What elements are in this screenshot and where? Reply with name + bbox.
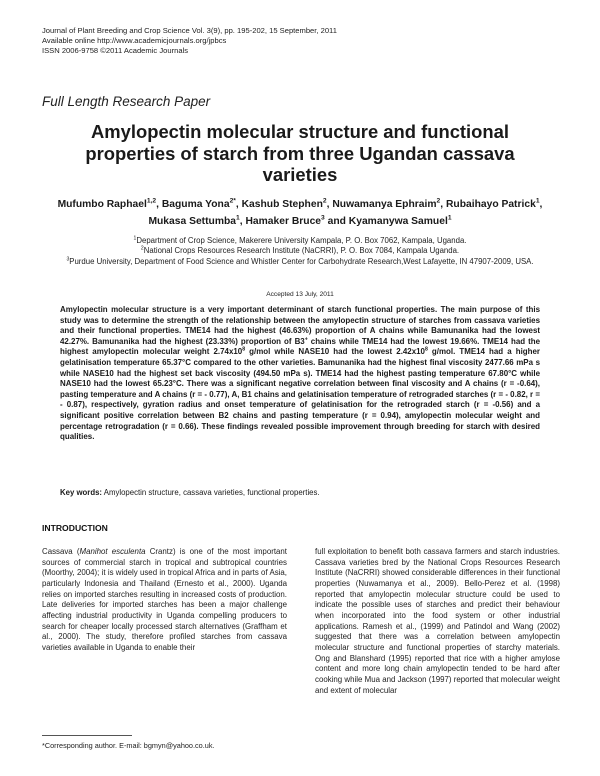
body-column-right bbox=[315, 547, 560, 696]
affiliation-line: $^1$Department of Crop Science, Makerere University Kampala, P. O. Box 7062, Kampala, Uganda. bbox=[133, 235, 467, 245]
section-heading-introduction: INTRODUCTION bbox=[42, 523, 108, 533]
affiliation-line: $^3$Purdue University, Department of Food Science and Whistler Center for Carbohydrate Research,West Lafayette, IN 47907-2009, USA. bbox=[66, 256, 534, 266]
author-affiliation-marker: 1 bbox=[447, 214, 452, 222]
paragraph: full exploitation to benefit both cassava farmers and starch industries. Cassava varieties bred by the National Crops Resources Research Institute (NaCRRI) showed considerable differences in their functional properties (Nuwamanya et al., 2009). Bello-Perez et al. (1998) reported that amylopectin molecular structure could be used to indicate the possible uses of starches and predict their behaviour when incorporated into the food system or other industrial applications. Ramesh et al., (1999) and Patindol and Wang (2002) suggested that there was a correlation between amylopectin molecular structure and functional properties of starchy materials. Ong and Blanshard (1995) reported that rice with a higher amylose content and more long chain amylopectin tended to be hard after cooking while Mua and Jackson (1997) reported that molecular weight and extent of molecular bbox=[315, 547, 560, 695]
author-name: Kashub Stephen bbox=[241, 199, 323, 210]
author-affiliation-marker: 1 bbox=[236, 214, 240, 222]
author-affiliation-marker: 2 bbox=[436, 197, 441, 205]
author-affiliation-marker: 2* bbox=[229, 197, 236, 205]
body-column-left bbox=[42, 547, 287, 654]
affiliation-line: $^2$National Crops Resources Research Institute (NaCRRI), P. O. Box 7084, Kampala Uganda. bbox=[140, 245, 460, 256]
author-name: Mukasa Settumba bbox=[148, 216, 236, 227]
author-name: Nuwamanya Ephraim bbox=[332, 199, 437, 210]
author-list: Mufumbo Raphael$^{1,2}$, Baguma Yona$^{2*}$, Kashub Stephen$^2$, Nuwamanya Ephraim$^2$, Rubaihayo Patrick$^1$, Mukasa Settumba$^1$, Hamaker Bruce$^3$ and Kyamanywa Samuel$^1$ bbox=[57, 197, 543, 227]
keywords-label: Key words: bbox=[60, 488, 103, 497]
footnote-divider bbox=[42, 735, 132, 736]
author-affiliation-marker: 1,2 bbox=[146, 197, 157, 205]
corresponding-author-footnote: *Corresponding author. E-mail: bgmyn@yahoo.co.uk. bbox=[42, 741, 215, 750]
keywords-text: Amylopectin structure, cassava varieties, functional properties. bbox=[102, 488, 320, 497]
author-name: Hamaker Bruce bbox=[245, 216, 322, 227]
abstract: Amylopectin molecular structure is a very important determinant of starch functional properties. The main purpose of this study was to determine the strength of the relationship between the amylopectin structure of starches from cassava varieties and their functional properties. TME14 had the highest (46.63%) proportion of A chains while Bamunanika had the lowest 42.27%. Bamunanika had the highest (23.33%) proportion of B3+ chains while TME14 had the lowest 19.66%. TME14 had the highest amylopectin molecular weight $2.74x10^8$ g/mol while NASE10 had the lowest $2.42x10^8$ g/mol. TME14 had a higher gelatinisation temperature 65.37°C compared to the other varieties. Bamunanika had the highest final viscosity 2477.66 mPa s while NASE10 had the highest set back viscosity (494.50 mPa s). TME14 had the highest pasting temperature 67.80°C while NASE10 had the lowest 65.23°C. There was a significant negative correlation between final viscosity and A chains (r = -0.64), pasting temperature and A chains (r = - 0.77), A, B1 chains and gelatinisation temperature of retrograded starches (r = - 0.82, r = - 0.87), respectively, gyration radius and onset temperature of gelatinisation for the retrograded starch (r = -0.56) and a significant positive correlation between B2 chains and pasting temperature (r = 0.94), amylopectin molecular weight and percentage retrogradation (r = 0.66). These findings revealed possible improvement through breeding for starch with desired qualities. bbox=[60, 305, 541, 442]
journal-citation: Journal of Plant Breeding and Crop Science Vol. 3(9), pp. 195-202, 15 September, 2011 bbox=[42, 26, 337, 35]
author-name: Baguma Yona bbox=[161, 199, 230, 210]
accepted-date: Accepted 13 July, 2011 bbox=[266, 291, 334, 298]
author-affiliation-marker: 2 bbox=[322, 197, 327, 205]
author-affiliation-marker: 3 bbox=[321, 214, 325, 222]
author-name: Mufumbo Raphael bbox=[57, 199, 147, 210]
affiliations bbox=[60, 236, 540, 267]
journal-header bbox=[42, 26, 337, 56]
keywords bbox=[60, 488, 540, 498]
journal-issn: ISSN 2006-9758 ©2011 Academic Journals bbox=[42, 46, 189, 55]
paper-type: Full Length Research Paper bbox=[42, 94, 211, 109]
author-affiliation-marker: 1 bbox=[535, 197, 540, 205]
journal-url: Available online http://www.academicjournals.org/jpbcs bbox=[42, 36, 227, 45]
paragraph: Cassava (Manihot esculenta Crantz) is one of the most important sources of commercial starch in tropical and subtropical countries (Moorthy, 2004); it is widely used in tropical Africa and in parts of Asia, particularly Indonesia and Thailand (Ernesto et al., 2000). Uganda relies on imported starches resulting in increased costs of production. Late deliveries for imported starches has been a major challenge affecting industrial productivity in Uganda compelling producers to search for cheaper locally processed starch alternatives (Graffham et al., 2000). The study, therefore profiled starches from cassava varieties available in Uganda to enable their bbox=[42, 547, 287, 652]
author-name: Rubaihayo Patrick bbox=[445, 199, 536, 210]
paper-title: Amylopectin molecular structure and functional properties of starch from three Ugandan cassava varieties bbox=[85, 121, 515, 185]
author-name: Kyamanywa Samuel bbox=[348, 216, 448, 227]
